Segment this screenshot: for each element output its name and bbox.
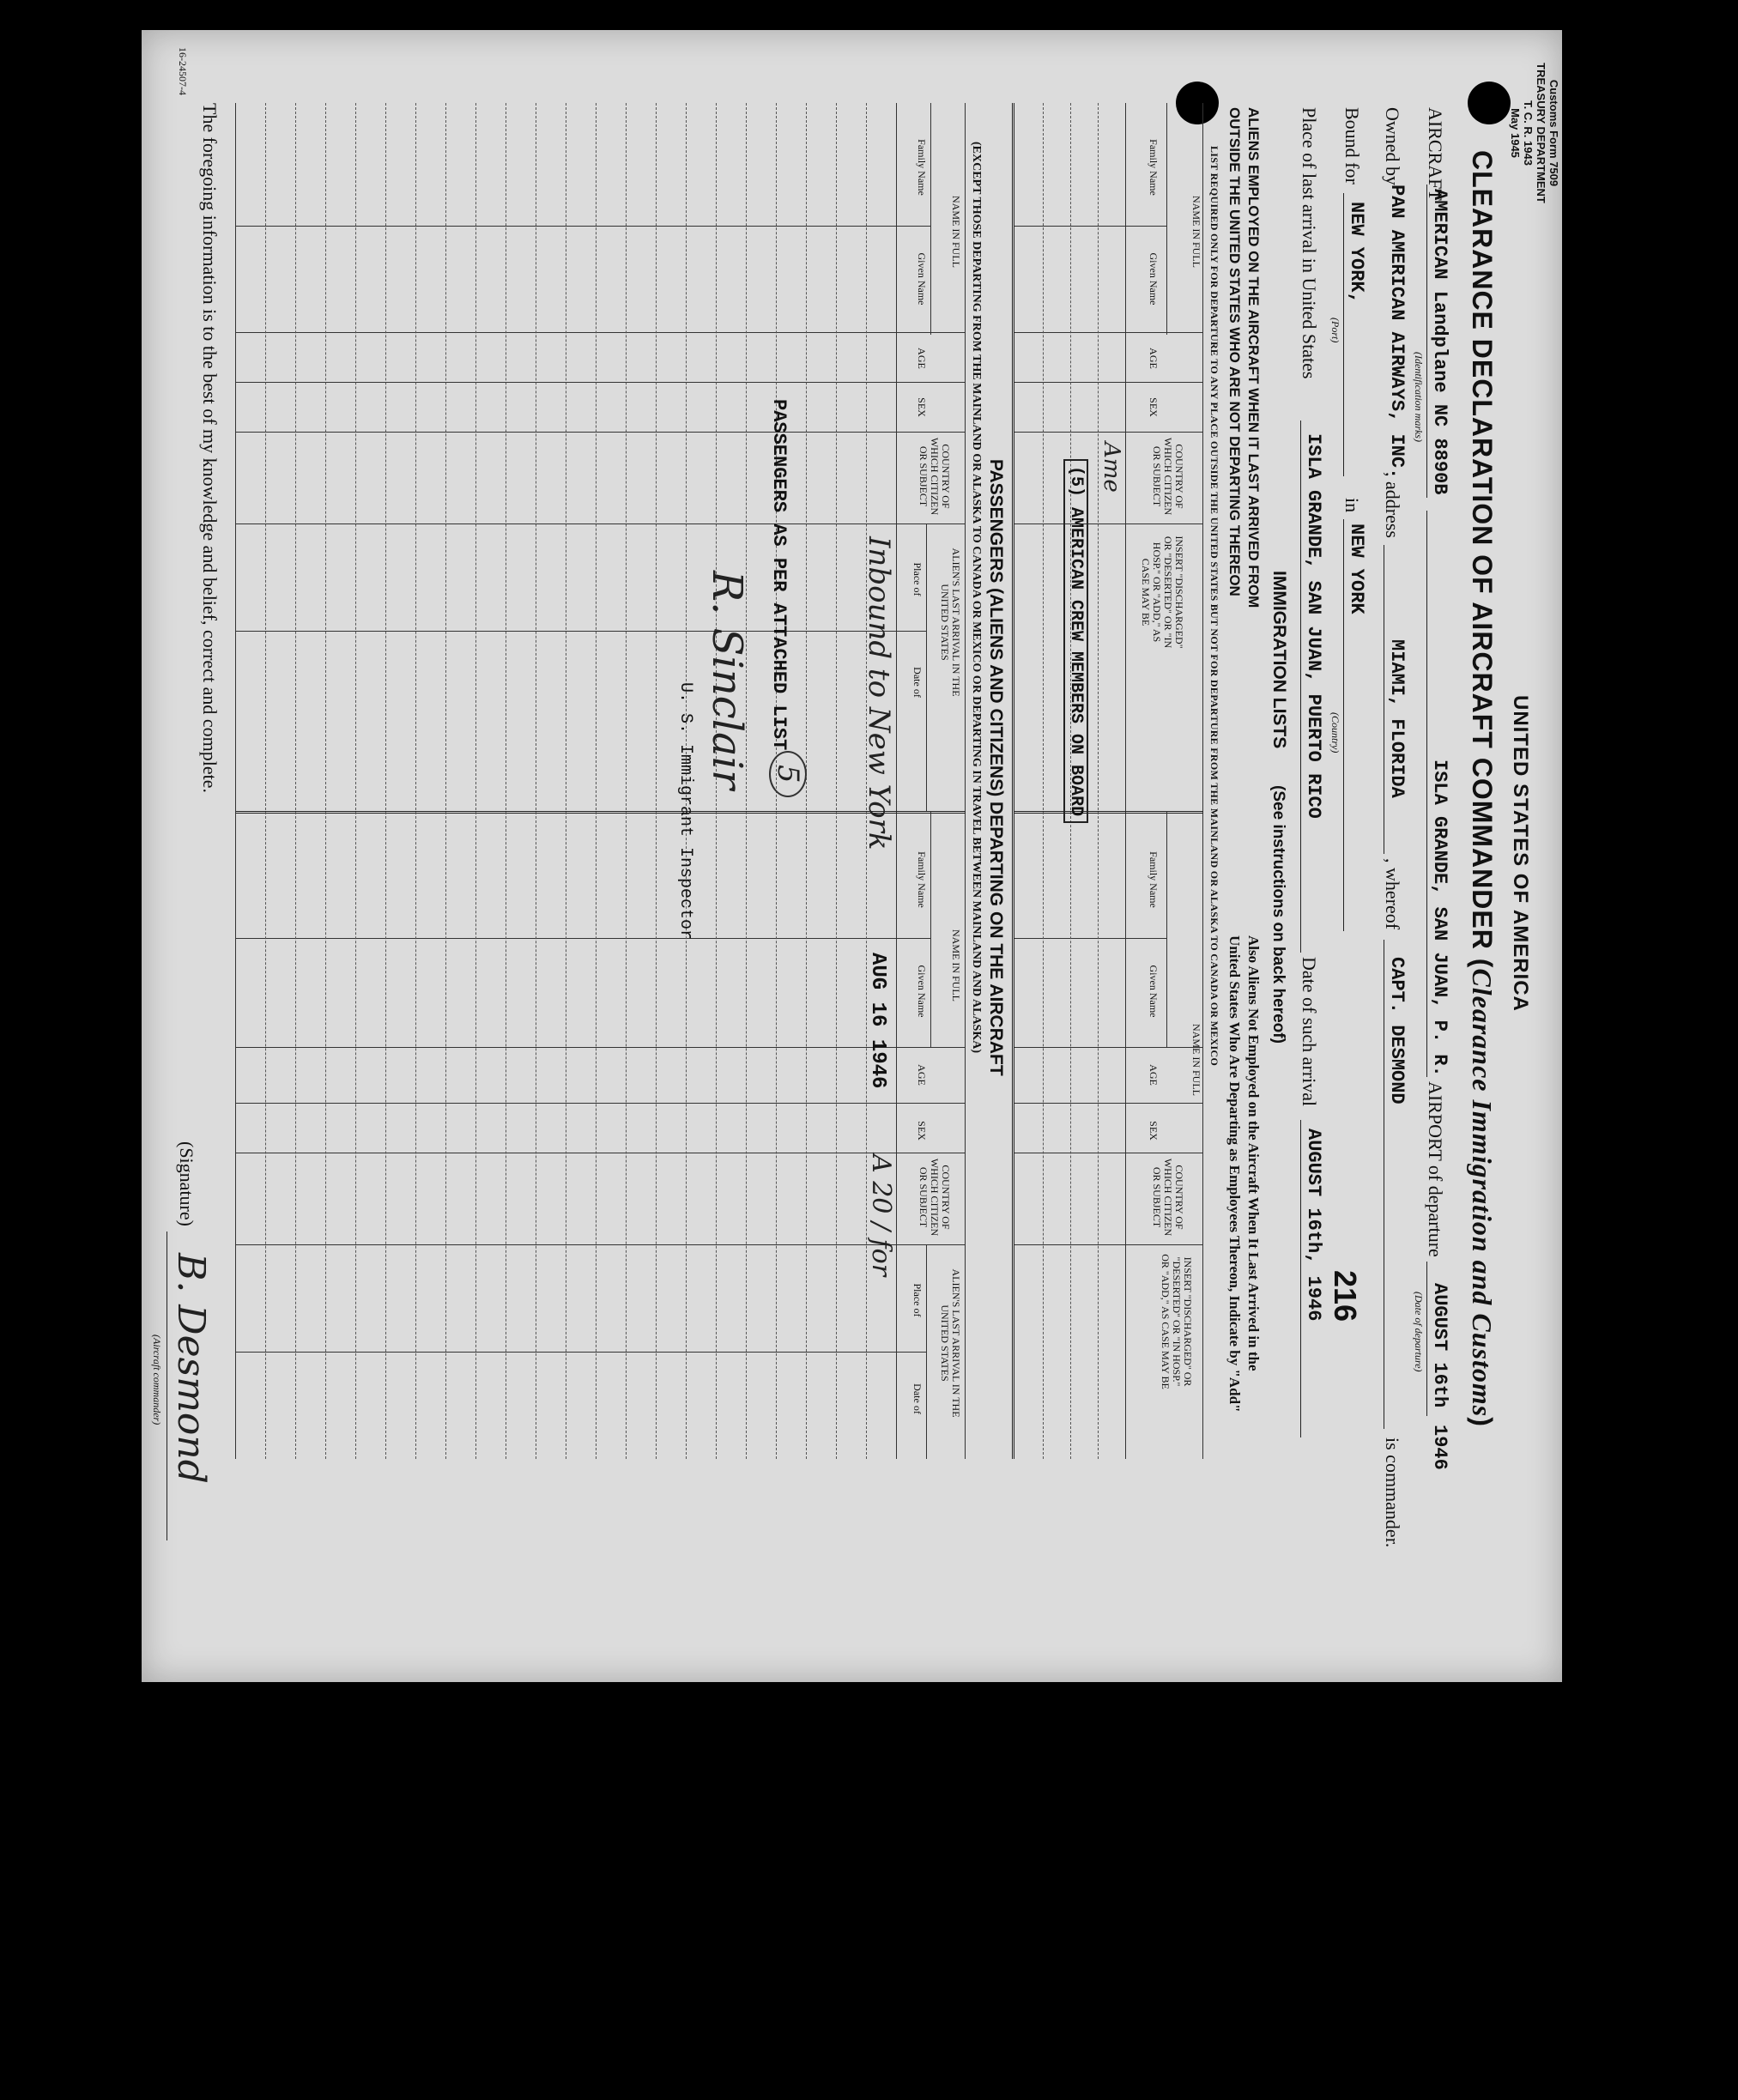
inspector-title: U. S. Immigrant Inspector [675, 682, 695, 941]
crew-col-line [1014, 226, 1167, 227]
form-id-line: Customs Form 7509 [1547, 79, 1560, 187]
pax-table-top [965, 103, 966, 1459]
pax-arrival-subrule [926, 523, 927, 811]
form-id-line: T. C. R. 1943 [1522, 100, 1535, 166]
form-title [1466, 150, 1498, 1427]
pax-date-right: Date of [911, 1383, 924, 1414]
passengers-subheading: (EXCEPT THOSE DEPARTING FROM THE MAINLAND OR ALASKA TO CANADA OR MEXICO OR DEPARTING IN TRAVEL BETWEEN MAINLAND AND ALASKA) [970, 142, 983, 1054]
address-value: MIAMI, FLORIDA [1386, 639, 1408, 798]
form-title-main: CLEARANCE DECLARATION OF AIRCRAFT COMMANDER ( [1467, 150, 1498, 969]
form-id-line: TREASURY DEPARTMENT [1535, 63, 1547, 203]
bound-rule [1343, 193, 1344, 476]
pax-table-header-bottom [896, 103, 897, 1459]
is-commander-label: is commander. [1382, 1437, 1403, 1548]
crew-insert-left: INSERT "DISCHARGED" OR "DESERTED" OR "IN HOSP." OR "ADD," AS CASE MAY BE [1140, 536, 1185, 649]
certification-text: The foregoing information is to the best of my knowledge and belief, correct and complete. [199, 103, 221, 793]
pax-family-right: Family Name [916, 851, 928, 908]
pax-date-stamp: AUG 16 1946 [866, 953, 889, 1089]
signature-caption: (Aircraft commander) [151, 1334, 163, 1425]
crew-row-rule [1098, 103, 1099, 1459]
flight-number: 216 [1328, 1270, 1363, 1322]
arrival-date-value: AUGUST 16th, 1946 [1303, 1129, 1324, 1322]
crew-name-heading-right: NAME IN FULL [1190, 1024, 1202, 1096]
country-value: NEW YORK [1346, 523, 1367, 614]
rotated-form [142, 30, 1562, 1682]
airport-rule [1426, 511, 1427, 1077]
pax-given-left: Given Name [916, 252, 928, 306]
crew-name-subrule [1166, 811, 1167, 1047]
left-intro-line-2: OUTSIDE THE UNITED STATES WHO ARE NOT DEPARTING THEREON [1226, 107, 1243, 596]
last-arrival-rule [1300, 421, 1301, 953]
pax-col-line [236, 1047, 966, 1048]
arrival-date-label: Date of such arrival [1299, 957, 1320, 1107]
pax-handwritten-marks: A 20 / for [866, 1154, 896, 1277]
pax-place-left: Place of [911, 562, 924, 596]
country-caption: (Country) [1329, 712, 1341, 753]
pax-country-left: COUNTRY OF WHICH CITIZEN OR SUBJECT [917, 437, 952, 516]
pax-attached-count: 5 [769, 751, 807, 797]
crew-sex-left: SEX [1148, 397, 1160, 417]
left-intro-line-1: ALIENS EMPLOYED ON THE AIRCRAFT WHEN IT LAST ARRIVED FROM [1245, 107, 1262, 608]
crew-country-right: COUNTRY OF WHICH CITIZEN OR SUBJECT [1151, 1158, 1185, 1237]
pax-row-rule [295, 103, 296, 1459]
pax-row-rule [626, 103, 627, 1459]
crew-stamp: (5) AMERICAN CREW MEMBERS ON BOARD [1063, 459, 1088, 823]
ident-caption: (Identification marks) [1413, 352, 1425, 442]
aircraft-value: AMERICAN Landplane NC 8890B [1429, 189, 1450, 495]
pax-name-heading-left: NAME IN FULL [950, 196, 962, 268]
country-rule [1343, 519, 1344, 931]
crew-given-right: Given Name [1148, 965, 1160, 1018]
pax-last-arrival-right: ALIEN'S LAST ARRIVAL IN THE UNITED STATES [939, 1268, 962, 1418]
passengers-heading: PASSENGERS (ALIENS AND CITIZENS) DEPARTING ON THE AIRCRAFT [986, 459, 1006, 1076]
pax-country-right: COUNTRY OF WHICH CITIZEN OR SUBJECT [917, 1158, 952, 1237]
bound-label: Bound for [1341, 107, 1363, 185]
right-intro-line-1: Also Aliens Not Employed on the Aircraft When It Last Arrived in the [1245, 935, 1262, 1371]
pax-col-line [236, 226, 931, 227]
whereof-label: , whereof [1382, 858, 1403, 930]
pax-col-line [236, 1103, 966, 1104]
airport-value: ISLA GRANDE, SAN JUAN, P. R. [1429, 760, 1450, 1077]
pax-row-rule [355, 103, 356, 1459]
pax-age-left: AGE [916, 348, 928, 369]
form-id-line: May 1945 [1509, 108, 1522, 158]
commander-signature: B. Desmond [169, 1253, 213, 1484]
pax-given-right: Given Name [916, 965, 928, 1018]
last-arrival-value: ISLA GRANDE, SAN JUAN, PUERTO RICO [1303, 433, 1324, 819]
right-intro-line-2: United States Who Are Departing as Employees Thereon, Indicate by "Add" [1226, 935, 1243, 1413]
aircraft-rule [1426, 185, 1427, 498]
pax-col-line [236, 631, 927, 632]
pax-sex-left: SEX [916, 397, 928, 417]
pax-date-left: Date of [911, 667, 924, 698]
form-number-block [1509, 47, 1560, 219]
crew-col-line [1014, 938, 1167, 939]
pax-col-line [236, 382, 966, 383]
pax-row-rule [445, 103, 446, 1459]
crew-name-heading-left: NAME IN FULL [1190, 196, 1202, 268]
pax-arrival-subrule [926, 1244, 927, 1459]
pax-row-rule [385, 103, 386, 1459]
departure-rule [1426, 1262, 1427, 1416]
pax-col-line [236, 523, 966, 524]
departure-caption: (Date of departure) [1413, 1292, 1425, 1372]
arrival-date-rule [1300, 1120, 1301, 1437]
crew-insert-right: INSERT "DISCHARGED" OR "DESERTED" OR "IN HOSP." OR "ADD," AS CASE MAY BE [1160, 1254, 1194, 1389]
pax-row-rule [656, 103, 657, 1459]
pax-last-arrival-left: ALIEN'S LAST ARRIVAL IN THE UNITED STATES [939, 548, 962, 697]
crew-row-rule [1043, 103, 1044, 1459]
owned-label: Owned by [1382, 107, 1403, 186]
immigration-note: (See instructions on back hereof) [1269, 785, 1287, 1044]
pax-name-heading-right: NAME IN FULL [950, 929, 962, 1002]
crew-name-subrule [1166, 103, 1167, 335]
form-paper [142, 30, 1562, 1682]
airport-label: AIRPORT of departure [1425, 1081, 1446, 1257]
inspector-signature: R. Sinclair [703, 571, 751, 790]
immigration-heading: IMMIGRATION LISTS [1269, 571, 1289, 749]
departure-date: AUGUST 16th [1429, 1283, 1450, 1408]
pax-row-rule [415, 103, 416, 1459]
bottom-form-code: 16-24507-4 [177, 47, 189, 95]
bound-value: NEW YORK, [1346, 202, 1367, 304]
address-label: , address [1382, 472, 1403, 538]
in-label: in [1341, 498, 1363, 513]
last-arrival-label: Place of last arrival in United States [1299, 107, 1320, 379]
pax-table-divider [236, 811, 966, 814]
crew-table-header-bottom [1125, 103, 1126, 1459]
pax-row-rule [265, 103, 266, 1459]
pax-col-line [236, 938, 931, 939]
crew-sex-right: SEX [1148, 1121, 1160, 1141]
pax-row-rule [806, 103, 807, 1459]
crew-family-right: Family Name [1148, 851, 1160, 908]
crew-country-handwritten: Ame [1099, 442, 1124, 493]
departure-year: 1946 [1429, 1425, 1450, 1470]
pax-col-line [236, 432, 966, 433]
crew-table-top [1202, 103, 1203, 1459]
pax-handwritten-line: Inbound to New York [862, 536, 896, 850]
list-note: LIST REQUIRED ONLY FOR DEPARTURE TO ANY PLACE OUTSIDE THE UNITED STATES BUT NOT FOR DEPARTURE FROM THE MAINLAND OR ALASKA TO CANADA OR MEXICO [1208, 146, 1220, 1067]
pax-family-left: Family Name [916, 139, 928, 196]
crew-table-bottom [1012, 103, 1014, 1459]
pax-name-subrule [930, 811, 931, 1047]
pax-col-line [236, 332, 966, 333]
crew-family-left: Family Name [1148, 139, 1160, 196]
port-caption: (Port) [1329, 318, 1341, 343]
pax-row-rule [836, 103, 837, 1459]
country-heading: UNITED STATES OF AMERICA [1509, 695, 1532, 1012]
crew-country-left: COUNTRY OF WHICH CITIZEN OR SUBJECT [1151, 437, 1185, 516]
owner-value: PAN AMERICAN AIRWAYS, INC. [1386, 185, 1408, 480]
signature-label: (Signature) [176, 1141, 197, 1226]
pax-name-subrule [930, 103, 931, 335]
pax-table-bottom [235, 103, 236, 1459]
pax-col-line [236, 1244, 966, 1245]
pax-attached-stamp: PASSENGERS AS PER ATTACHED LIST [768, 399, 790, 751]
pax-sex-right: SEX [916, 1121, 928, 1141]
form-title-italic: Clearance Immigration and Customs [1467, 968, 1498, 1418]
form-title-close: ) [1467, 1417, 1498, 1427]
pax-place-right: Place of [911, 1283, 924, 1317]
commander-value: CAPT. DESMOND [1386, 957, 1408, 1104]
crew-age-right: AGE [1148, 1064, 1160, 1086]
aircraft-label: AIRCRAFT [1425, 107, 1446, 201]
pax-row-rule [325, 103, 326, 1459]
pax-age-right: AGE [916, 1064, 928, 1086]
crew-given-left: Given Name [1148, 252, 1160, 306]
pax-col-line [236, 1352, 927, 1353]
crew-age-left: AGE [1148, 348, 1160, 369]
pax-row-rule [475, 103, 476, 1459]
